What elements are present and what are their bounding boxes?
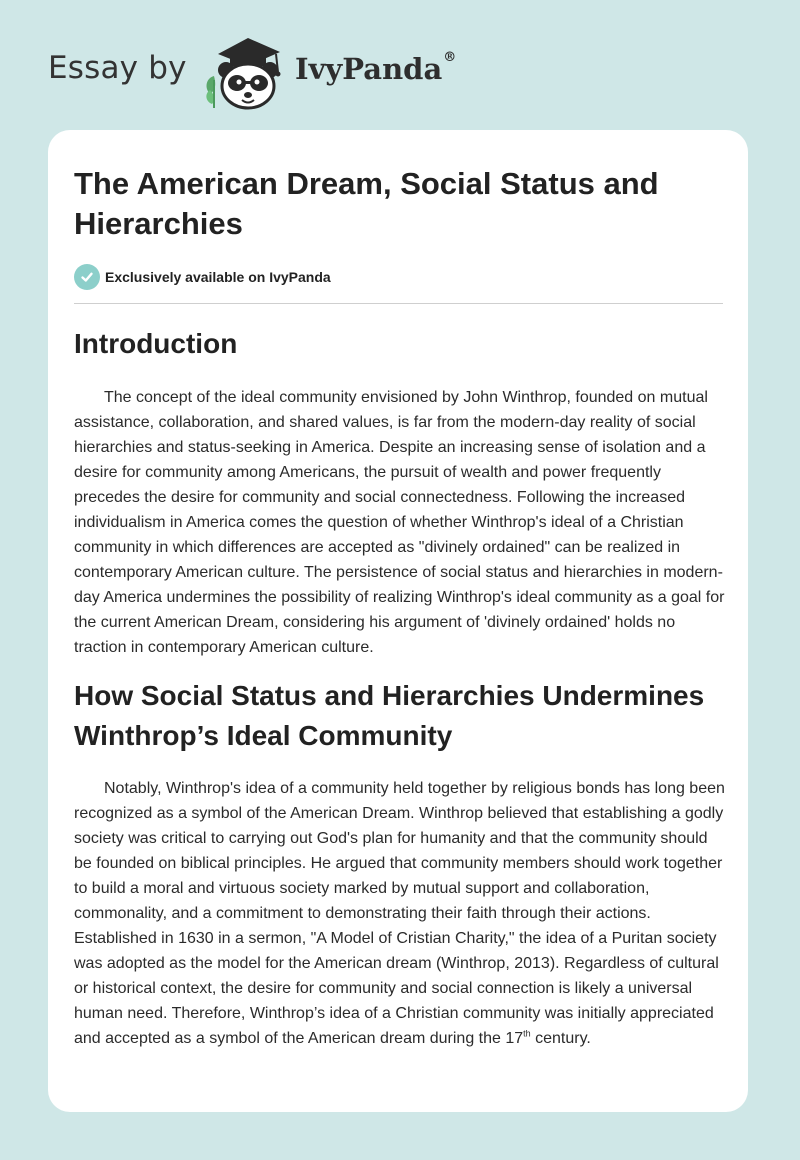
essay-by-label: Essay by: [48, 50, 187, 86]
ivypanda-logo-icon[interactable]: [200, 32, 292, 112]
check-icon: [74, 264, 100, 290]
ordinal-superscript: th: [523, 1028, 531, 1039]
site-header: [0, 0, 800, 120]
exclusive-badge-label: Exclusively available on IvyPanda: [105, 269, 331, 285]
ivypanda-brand[interactable]: [295, 52, 456, 86]
registered-mark: ®: [443, 50, 457, 65]
exclusive-badge: [74, 264, 331, 290]
section-heading-introduction: Introduction: [74, 328, 238, 359]
section-paragraph-introduction: The concept of the ideal community envisioned by John Winthrop, founded on mutual assistance, collaboration, and shared values, is far from the modern-day reality of social hierarchies and status-seeking in America. Despite an increasing sense of isolation and a desire for community among Americans, the pursuit of wealth and power frequently precedes the desire for community and social connectedness. Following the increased individualism in America comes the question of whether Winthrop's ideal of a Christian community in which differences are accepted as "divinely ordained" can be realized in contemporary American culture. The persistence of social status and hierarchies in modern-day America undermines the possibility of realizing Winthrop's ideal community as a goal for the current American Dream, considering his argument of 'divinely ordained' holds no traction in contemporary American culture.: [74, 389, 725, 656]
paragraph-text: Notably, Winthrop's idea of a community held together by religious bonds has long been recognized as a symbol of the American Dream. Winthrop believed that establishing a godly society was critical to carrying out God's plan for humanity and that the community should be founded on biblical principles. He argued that community members should work together to build a moral and virtuous society marked by mutual support and collaboration, commonality, and a commitment to demonstrating their faith through their actions. Established in 1630 in a sermon, "A Model of Cristian Charity," the idea of a Puritan society was adopted as the model for the American dream (Winthrop, 2013). Regardless of cultural or historical context, the desire for community and social connection is likely a universal human need. Therefore, Winthrop’s idea of a Christian community was initially appreciated and accepted as a symbol of the American dream during the 17: [74, 780, 725, 1047]
section-heading-social-status: How Social Status and Hierarchies Undermines Winthrop’s Ideal Community: [74, 680, 705, 751]
essay-card: [48, 130, 748, 1112]
brand-name: IvyPanda: [295, 52, 443, 86]
paragraph-ending: century.: [530, 1030, 591, 1047]
essay-title: The American Dream, Social Status and Hierarchies: [74, 166, 659, 241]
title-divider: [74, 303, 723, 304]
section-paragraph-social-status: [74, 776, 726, 1051]
